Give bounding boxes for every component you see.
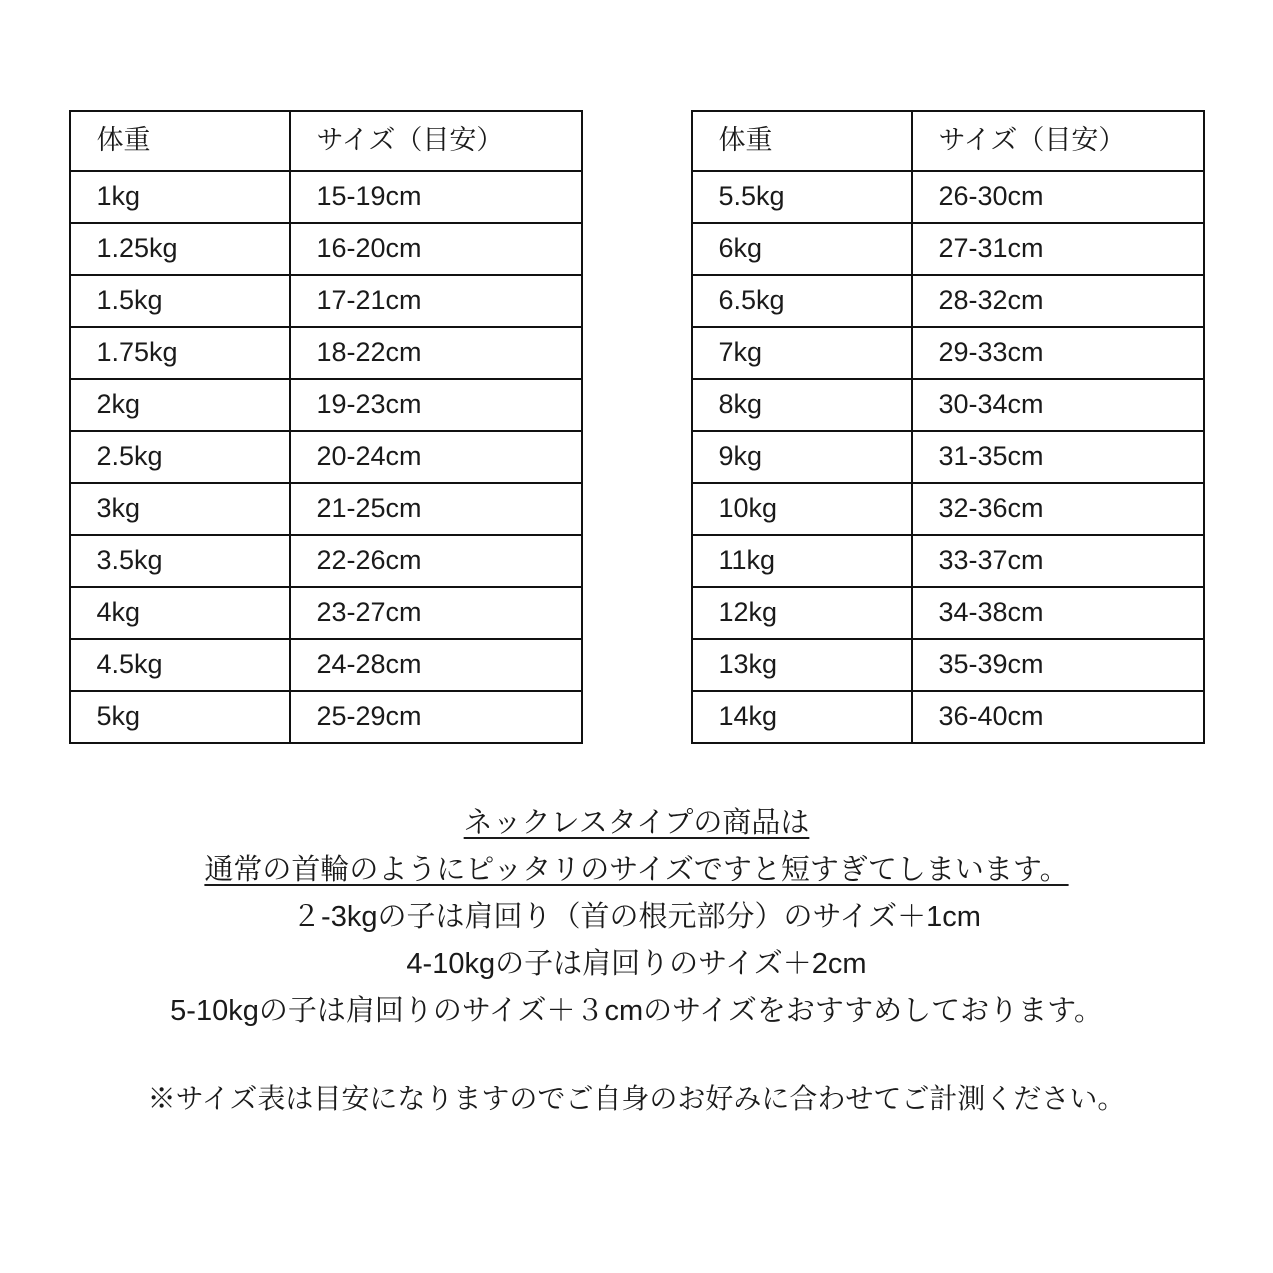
cell-weight: 5.5kg bbox=[692, 171, 912, 223]
table-row bbox=[70, 639, 582, 691]
table-row bbox=[70, 327, 582, 379]
table-row bbox=[692, 223, 1204, 275]
table-row bbox=[692, 483, 1204, 535]
table-row bbox=[70, 691, 582, 743]
cell-size: 21-25cm bbox=[290, 483, 582, 535]
column-header-size: サイズ（目安） bbox=[912, 111, 1204, 171]
size-table-right bbox=[691, 110, 1205, 744]
cell-size: 31-35cm bbox=[912, 431, 1204, 483]
cell-weight: 5kg bbox=[70, 691, 290, 743]
table-row bbox=[692, 275, 1204, 327]
cell-weight: 4kg bbox=[70, 587, 290, 639]
table-row bbox=[70, 587, 582, 639]
table-header-row bbox=[70, 111, 582, 171]
column-header-weight: 体重 bbox=[692, 111, 912, 171]
cell-size: 34-38cm bbox=[912, 587, 1204, 639]
cell-size: 22-26cm bbox=[290, 535, 582, 587]
cell-weight: 2.5kg bbox=[70, 431, 290, 483]
size-table-left bbox=[69, 110, 583, 744]
table-row bbox=[70, 483, 582, 535]
cell-weight: 4.5kg bbox=[70, 639, 290, 691]
cell-weight: 1.5kg bbox=[70, 275, 290, 327]
cell-size: 33-37cm bbox=[912, 535, 1204, 587]
cell-size: 16-20cm bbox=[290, 223, 582, 275]
note-footnote: ※サイズ表は目安になりますのでご自身のお好みに合わせてご計測ください。 bbox=[147, 1082, 1126, 1114]
table-row bbox=[692, 587, 1204, 639]
cell-size: 19-23cm bbox=[290, 379, 582, 431]
cell-weight: 2kg bbox=[70, 379, 290, 431]
cell-weight: 3kg bbox=[70, 483, 290, 535]
note-line-1: ネックレスタイプの商品は bbox=[463, 807, 810, 839]
cell-size: 17-21cm bbox=[290, 275, 582, 327]
cell-weight: 8kg bbox=[692, 379, 912, 431]
cell-size: 36-40cm bbox=[912, 691, 1204, 743]
cell-weight: 9kg bbox=[692, 431, 912, 483]
size-tables-container bbox=[0, 110, 1273, 744]
cell-weight: 12kg bbox=[692, 587, 912, 639]
cell-weight: 6kg bbox=[692, 223, 912, 275]
cell-weight: 7kg bbox=[692, 327, 912, 379]
cell-size: 30-34cm bbox=[912, 379, 1204, 431]
cell-weight: 10kg bbox=[692, 483, 912, 535]
table-row bbox=[692, 327, 1204, 379]
notes-spacer bbox=[0, 1035, 1273, 1077]
note-line-3: ２-3kgの子は肩回り（首の根元部分）のサイズ＋1cm bbox=[292, 900, 981, 933]
cell-weight: 11kg bbox=[692, 535, 912, 587]
cell-size: 28-32cm bbox=[912, 275, 1204, 327]
cell-weight: 3.5kg bbox=[70, 535, 290, 587]
table-row bbox=[70, 275, 582, 327]
cell-size: 26-30cm bbox=[912, 171, 1204, 223]
notes-section bbox=[0, 800, 1273, 1122]
cell-size: 29-33cm bbox=[912, 327, 1204, 379]
table-row bbox=[692, 639, 1204, 691]
cell-weight: 13kg bbox=[692, 639, 912, 691]
table-row bbox=[70, 223, 582, 275]
column-header-weight: 体重 bbox=[70, 111, 290, 171]
cell-size: 18-22cm bbox=[290, 327, 582, 379]
cell-size: 23-27cm bbox=[290, 587, 582, 639]
cell-weight: 6.5kg bbox=[692, 275, 912, 327]
table-row bbox=[692, 379, 1204, 431]
note-line-4: 4-10kgの子は肩回りのサイズ＋2cm bbox=[406, 947, 867, 980]
table-header-row bbox=[692, 111, 1204, 171]
cell-weight: 1kg bbox=[70, 171, 290, 223]
table-row bbox=[692, 171, 1204, 223]
table-row bbox=[692, 431, 1204, 483]
table-row bbox=[70, 535, 582, 587]
cell-weight: 14kg bbox=[692, 691, 912, 743]
column-header-size: サイズ（目安） bbox=[290, 111, 582, 171]
cell-weight: 1.25kg bbox=[70, 223, 290, 275]
cell-size: 35-39cm bbox=[912, 639, 1204, 691]
note-line-5: 5-10kgの子は肩回りのサイズ＋３cmのサイズをおすすめしております。 bbox=[170, 994, 1103, 1027]
table-row bbox=[692, 535, 1204, 587]
cell-size: 25-29cm bbox=[290, 691, 582, 743]
note-line-2: 通常の首輪のようにピッタリのサイズですと短すぎてしまいます。 bbox=[204, 853, 1069, 886]
table-row bbox=[70, 171, 582, 223]
cell-size: 20-24cm bbox=[290, 431, 582, 483]
table-row bbox=[70, 431, 582, 483]
cell-weight: 1.75kg bbox=[70, 327, 290, 379]
cell-size: 24-28cm bbox=[290, 639, 582, 691]
cell-size: 15-19cm bbox=[290, 171, 582, 223]
table-row bbox=[692, 691, 1204, 743]
cell-size: 27-31cm bbox=[912, 223, 1204, 275]
cell-size: 32-36cm bbox=[912, 483, 1204, 535]
table-row bbox=[70, 379, 582, 431]
